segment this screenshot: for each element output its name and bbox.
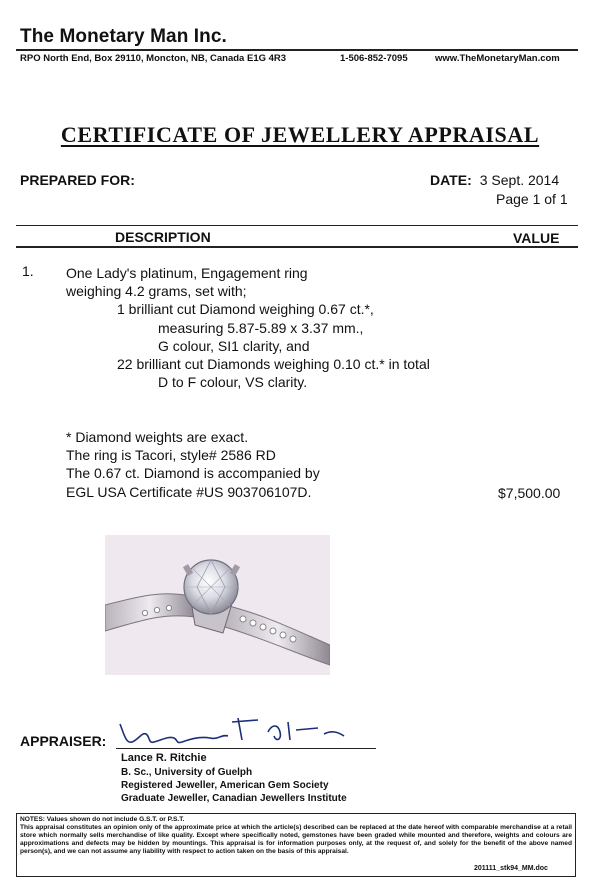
item-number: 1. [22,263,34,279]
item-note: * Diamond weights are exact. [66,429,249,445]
item-line: weighing 4.2 grams, set with; [66,283,247,299]
appraiser-label: APPRAISER: [20,733,107,749]
item-line: D to F colour, VS clarity. [158,374,308,390]
notes-heading: NOTES: Values shown do not include G.S.T. or P.S.T. [20,816,185,823]
description-column-header: DESCRIPTION [115,229,211,245]
date-block [430,172,559,188]
signature-line [116,748,376,749]
column-header-top-rule [16,225,578,226]
ring-illustration [105,535,330,675]
ring-photo [105,535,330,675]
item-line: measuring 5.87-5.89 x 3.37 mm., [158,320,364,336]
item-value: $7,500.00 [498,485,561,501]
header-rule [16,49,578,51]
item-note: EGL USA Certificate #US 903706107D. [66,484,312,500]
page-number: Page 1 of 1 [496,191,568,207]
item-note: The 0.67 ct. Diamond is accompanied by [66,465,320,481]
item-line: G colour, SI1 clarity, and [158,338,310,354]
appraiser-name: Lance R. Ritchie [121,752,207,764]
company-name: The Monetary Man Inc. [20,26,227,47]
date-value: 3 Sept. 2014 [479,172,560,188]
item-line: One Lady's platinum, Engagement ring [66,265,308,281]
company-website[interactable]: www.TheMonetaryMan.com [435,53,560,64]
value-column-header: VALUE [513,230,560,246]
document-reference: 201111_stk94_MM.doc [474,865,548,872]
company-address: RPO North End, Box 29110, Moncton, NB, Canada E1G 4R3 [20,53,287,64]
appraiser-credential: Graduate Jeweller, Canadian Jewellers Institute [121,793,347,804]
item-line: 22 brilliant cut Diamonds weighing 0.10 ct.* in total [117,356,430,372]
appraiser-signature [118,714,358,750]
prepared-for-label: PREPARED FOR: [20,172,135,188]
appraiser-credential: Registered Jeweller, American Gem Society [121,780,329,791]
company-phone: 1-506-852-7095 [340,53,408,64]
appraiser-credential: B. Sc., University of Guelph [121,767,253,778]
date-label: DATE: [430,172,472,188]
column-header-bottom-rule [16,246,578,248]
item-line: 1 brilliant cut Diamond weighing 0.67 ct.*, [117,301,374,317]
notes-body: This appraisal constitutes an opinion only of the approximate price at which the article(s) described can be replaced at the date hereof with comparable merchandise at a retail store which normally sells merchandise of like quality. Except where specifically noted, gemstones have been graded while mounted and therefore, weights and colours are approximations and defects may be hidden by mountings. This appraisal is for information purposes only, at the request of, and solely for the benefit of the above named person(s), and we can not assume any liability with respect to action taken on the basis of this appraisal. [20,824,572,855]
document-title: CERTIFICATE OF JEWELLERY APPRAISAL [60,122,540,147]
item-note: The ring is Tacori, style# 2586 RD [66,447,276,463]
